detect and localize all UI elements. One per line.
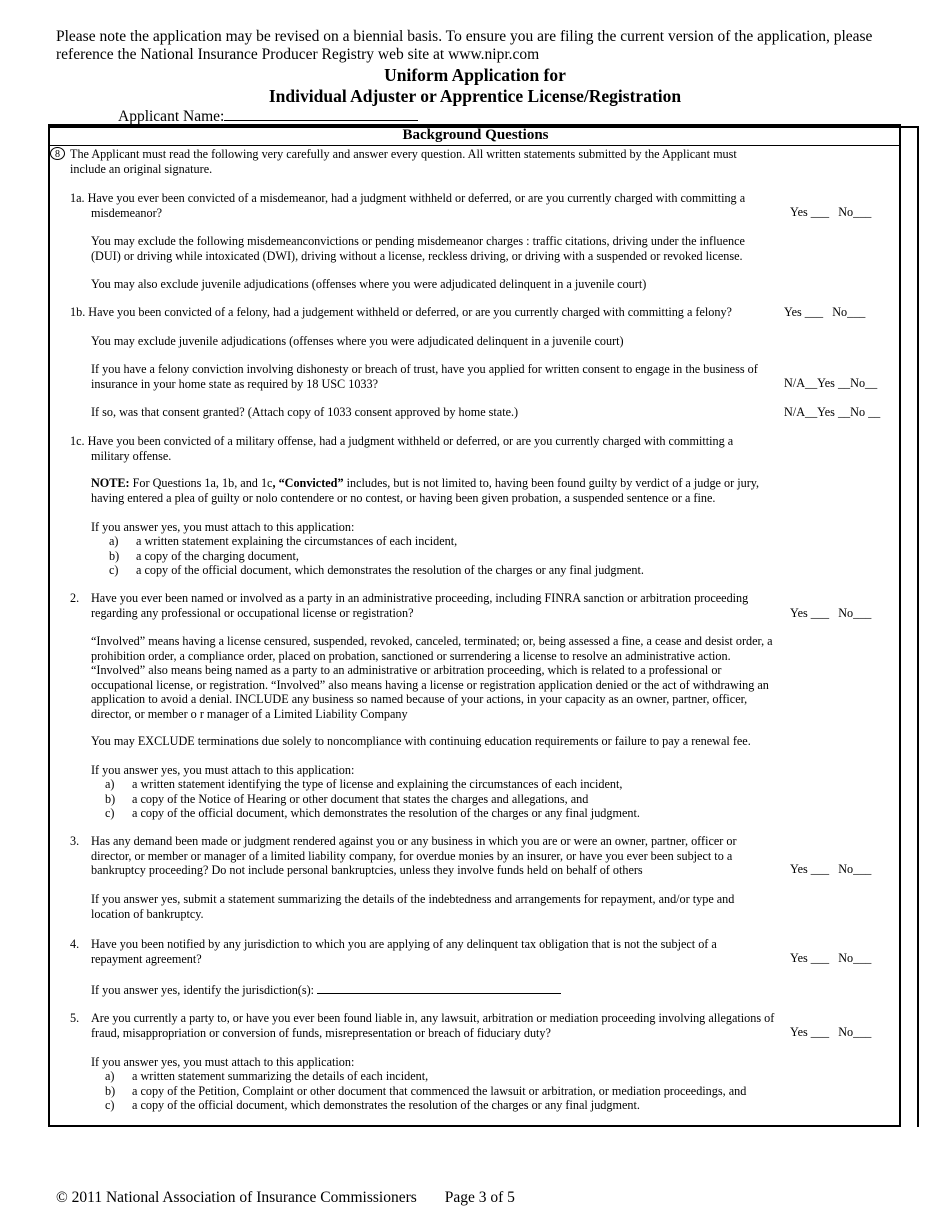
question-number-circle: 8 xyxy=(50,147,65,160)
jurisdiction-line[interactable] xyxy=(317,982,561,994)
q1b-juvenile: You may exclude juvenile adjudications (offenses where you were adjudicated delinquent in a juvenile court) xyxy=(91,334,624,348)
q3-statement: If you answer yes, submit a statement summarizing the details of the indebtedness and arrangements for repayment, and/or type and location of bankruptcy. xyxy=(91,892,735,921)
q2-attach-list xyxy=(105,777,770,821)
q5-attach-intro: If you answer yes, you must attach to this application: xyxy=(91,1055,355,1069)
q2-exclude: You may EXCLUDE terminations due solely to noncompliance with continuing education requirements or failure to pay a renewal fee. xyxy=(91,734,751,748)
q2-attach-intro: If you answer yes, you must attach to this application: xyxy=(91,763,355,777)
question-4-number: 4. xyxy=(70,937,80,951)
form-title-line1: Uniform Application for xyxy=(384,65,566,85)
background-questions-box xyxy=(48,124,901,1127)
applicant-name-line[interactable] xyxy=(224,107,418,121)
question-1b: 1b. Have you been convicted of a felony, had a judgement withheld or deferred, or are you currently charged with committing a felony? xyxy=(70,305,732,319)
answer-1b-granted[interactable]: N/A__Yes __No __ xyxy=(784,405,881,419)
note-rest: includes, but is not limited to, having been found guilty by verdict of a judge or jury, having entered a plea of guilty or nolo contendere or no contest, or having been given probation, a suspended sentence or a fine. xyxy=(91,476,760,505)
section-header: Background Questions xyxy=(50,126,901,146)
list-item: a) a written statement summarizing the details of each incident, xyxy=(105,1069,429,1083)
footer-page-number: Page 3 of 5 xyxy=(444,1189,515,1206)
question-3: Has any demand been made or judgment rendered against you or any business in which you are or were an owner, partner, officer or director, or member or manager of a limited liability company, for overdue monies by an insurer, or have you ever been subject to a bankruptcy proceeding? Do not include personal bankruptcies, unless they involve funds held on behalf of others xyxy=(91,834,737,877)
question-2: Have you ever been named or involved as a party in an administrative proceeding, including FINRA sanction or arbitration proceeding regarding any professional or occupational license or registration? xyxy=(91,591,749,620)
question-3-number: 3. xyxy=(70,834,80,848)
list-item: c) a copy of the official document, which demonstrates the resolution of the charges or any final judgment. xyxy=(105,1098,640,1112)
list-item: c) a copy of the official document, which demonstrates the resolution of the charges or any final judgment. xyxy=(105,806,640,820)
applicant-name-label: Applicant Name: xyxy=(118,108,225,125)
list-item: b) a copy of the charging document, xyxy=(109,548,299,563)
q1b-granted: If so, was that consent granted? (Attach copy of 1033 consent approved by home state.) xyxy=(91,405,519,419)
note-label: NOTE: xyxy=(91,476,130,490)
answer-4[interactable]: Yes ___ No___ xyxy=(790,951,872,965)
q4-identify-label: If you answer yes, identify the jurisdiction(s): xyxy=(91,983,315,997)
q1-attach-intro: If you answer yes, you must attach to this application: xyxy=(91,520,355,534)
question-5: Are you currently a party to, or have you ever been found liable in, any lawsuit, arbitration or mediation proceeding involving allegations of fraud, misappropriation or conversion of funds, misrepresentation or breach of fiduciary duty? xyxy=(91,1011,775,1040)
note-convicted xyxy=(91,476,766,505)
list-item: c) a copy of the official document, which demonstrates the resolution of the charges or any final judgment. xyxy=(109,563,644,577)
answer-2[interactable]: Yes ___ No___ xyxy=(790,606,872,620)
box-shadow-right xyxy=(917,145,919,1127)
note-convicted-term: , “Convicted” xyxy=(272,476,344,490)
answer-1b-consent[interactable]: N/A__Yes __No__ xyxy=(784,376,878,390)
footer-copyright: © 2011 National Association of Insurance Commissioners xyxy=(56,1189,417,1206)
intro-text: The Applicant must read the following very carefully and answer every question. All written statements submitted by the Applicant must include an original signature. xyxy=(70,147,737,176)
q4-identify-field[interactable] xyxy=(91,982,571,998)
q1a-exclude: You may exclude the following misdemeanconvictions or pending misdemeanor charges : traffic citations, driving under the influence (DUI) or driving while intoxicated (DWI), driving without a license, reckless driving, or driving with a suspended or revoked license. xyxy=(91,234,745,263)
list-item: b) a copy of the Notice of Hearing or other document that states the charges and allegations, and xyxy=(105,791,589,806)
answer-1b[interactable]: Yes ___ No___ xyxy=(784,305,866,319)
question-1a: 1a. Have you ever been convicted of a misdemeanor, had a judgment withheld or deferred, or are you currently charged with committing a misdemeanor? xyxy=(70,191,746,220)
page-footer xyxy=(56,1189,515,1207)
form-title-line2: Individual Adjuster or Apprentice License/Registration xyxy=(268,86,682,106)
list-item: b) a copy of the Petition, Complaint or other document that commenced the lawsuit or arbitration, or mediation proceedings, and xyxy=(105,1083,747,1098)
question-4: Have you been notified by any jurisdiction to which you are applying of any delinquent tax obligation that is not the subject of a repayment agreement? xyxy=(91,937,717,966)
q1-attach-list xyxy=(109,534,769,578)
list-item: a) a written statement identifying the type of license and explaining the circumstances of each incident, xyxy=(105,777,623,791)
answer-3[interactable]: Yes ___ No___ xyxy=(790,862,872,876)
answer-5[interactable]: Yes ___ No___ xyxy=(790,1025,872,1039)
question-2-number: 2. xyxy=(70,591,80,605)
q1a-juvenile: You may also exclude juvenile adjudications (offenses where you were adjudicated delinquent in a juvenile court) xyxy=(91,277,647,291)
note-mid: For Questions 1a, 1b, and 1c xyxy=(129,476,273,490)
q5-attach-list xyxy=(105,1069,775,1113)
q1b-consent: If you have a felony conviction involving dishonesty or breach of trust, have you applied for written consent to engage in the business of insurance in your home state as required by 18 USC 1033? xyxy=(91,362,758,391)
list-item: a) a written statement explaining the circumstances of each incident, xyxy=(109,534,458,548)
q2-involved-definition: “Involved” means having a license censured, suspended, revoked, canceled, terminated; or, being assessed a fine, a cease and desist order, a prohibition order, a compliance order, placed on probation, sanctioned or surrendering a license to resolve an administrative action. “Involved” also means being named as a party to an administrative or arbitration proceeding, which is related to a professional or occupational license, or registration. “Involved” also means having a license or registration application denied or the act of withdrawing an application to avoid a denial. INCLUDE any business so named because of your actions, in your capacity as an owner, partner, officer, director, or member o r manager of a Limited Liability Company xyxy=(91,634,773,721)
question-1c: 1c. Have you been convicted of a military offense, had a judgment withheld or deferred, or are you currently charged with committing a military offense. xyxy=(70,434,734,463)
revision-notice: Please note the application may be revised on a biennial basis. To ensure you are filing the current version of the application, please reference the National Insurance Producer Registry web site at www.nipr.com xyxy=(56,28,873,63)
answer-1a[interactable]: Yes ___ No___ xyxy=(790,205,872,219)
question-5-number: 5. xyxy=(70,1011,80,1025)
